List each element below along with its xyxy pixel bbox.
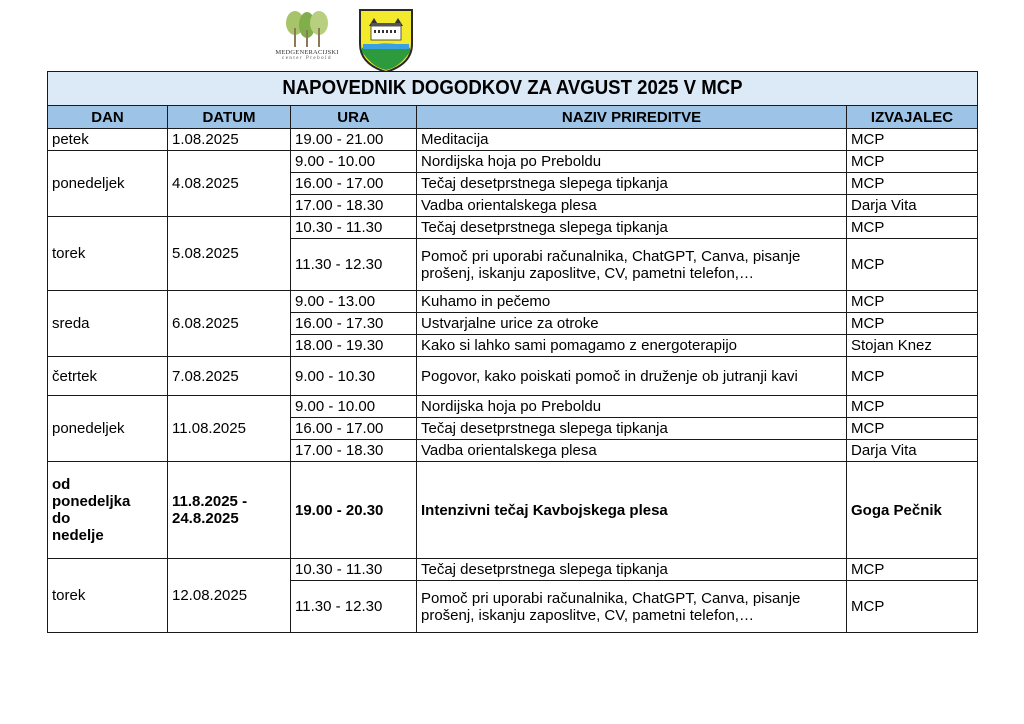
table-row [48, 129, 978, 151]
header-logos [0, 6, 1024, 68]
cell-event-name: Tečaj desetprstnega slepega tipkanja [417, 559, 847, 581]
cell-host: MCP [847, 129, 978, 151]
cell-host: Darja Vita [847, 195, 978, 217]
cell-time: 9.00 - 10.00 [291, 396, 417, 418]
events-table [47, 71, 978, 633]
cell-host: MCP [847, 396, 978, 418]
mcp-logo [262, 10, 352, 68]
cell-event-name: Pomoč pri uporabi računalnika, ChatGPT, Canva, pisanje prošenj, iskanju zaposlitve, CV, pametni telefon,… [417, 239, 847, 291]
cell-date: 1.08.2025 [168, 129, 291, 151]
cell-time: 19.00 - 21.00 [291, 129, 417, 151]
cell-time: 16.00 - 17.00 [291, 418, 417, 440]
table-title-row [48, 72, 978, 106]
cell-event-name: Intenzivni tečaj Kavbojskega plesa [417, 462, 847, 559]
cell-event-name: Meditacija [417, 129, 847, 151]
column-header-dan: DAN [48, 106, 168, 129]
cell-event-name: Tečaj desetprstnega slepega tipkanja [417, 217, 847, 239]
crest-icon [357, 8, 415, 74]
cell-time: 9.00 - 10.30 [291, 357, 417, 396]
logo-text-line1: MEDGENERACIJSKI [275, 49, 339, 56]
cell-date: 4.08.2025 [168, 151, 291, 217]
cell-host: Stojan Knez [847, 335, 978, 357]
logo-text-line2: center Prebold [281, 56, 333, 61]
table-title: NAPOVEDNIK DOGODKOV ZA AVGUST 2025 V MCP [48, 72, 978, 106]
cell-day: od ponedeljka do nedelje [48, 462, 168, 559]
cell-host: MCP [847, 173, 978, 195]
cell-day: petek [48, 129, 168, 151]
cell-time: 10.30 - 11.30 [291, 217, 417, 239]
table-row [48, 462, 978, 559]
cell-date: 7.08.2025 [168, 357, 291, 396]
cell-time: 16.00 - 17.00 [291, 173, 417, 195]
column-header-datum: DATUM [168, 106, 291, 129]
cell-host: MCP [847, 239, 978, 291]
table-row [48, 291, 978, 313]
cell-event-name: Tečaj desetprstnega slepega tipkanja [417, 418, 847, 440]
cell-event-name: Pogovor, kako poiskati pomoč in druženje ob jutranji kavi [417, 357, 847, 396]
column-header-ura: URA [291, 106, 417, 129]
table-row [48, 217, 978, 239]
cell-event-name: Kako si lahko sami pomagamo z energoterapijo [417, 335, 847, 357]
cell-host: MCP [847, 313, 978, 335]
cell-time: 17.00 - 18.30 [291, 440, 417, 462]
trees-icon [284, 10, 330, 48]
column-header-izvajalec: IZVAJALEC [847, 106, 978, 129]
cell-time: 9.00 - 13.00 [291, 291, 417, 313]
cell-time: 9.00 - 10.00 [291, 151, 417, 173]
table-row [48, 357, 978, 396]
table-row [48, 396, 978, 418]
cell-time: 18.00 - 19.30 [291, 335, 417, 357]
cell-host: MCP [847, 581, 978, 633]
cell-event-name: Kuhamo in pečemo [417, 291, 847, 313]
cell-event-name: Tečaj desetprstnega slepega tipkanja [417, 173, 847, 195]
cell-day: četrtek [48, 357, 168, 396]
cell-host: MCP [847, 217, 978, 239]
cell-host: MCP [847, 291, 978, 313]
cell-day: torek [48, 217, 168, 291]
cell-date: 6.08.2025 [168, 291, 291, 357]
cell-time: 11.30 - 12.30 [291, 239, 417, 291]
cell-host: MCP [847, 418, 978, 440]
cell-date: 12.08.2025 [168, 559, 291, 633]
cell-event-name: Vadba orientalskega plesa [417, 440, 847, 462]
cell-host: MCP [847, 357, 978, 396]
cell-event-name: Nordijska hoja po Preboldu [417, 396, 847, 418]
cell-host: Goga Pečnik [847, 462, 978, 559]
cell-event-name: Vadba orientalskega plesa [417, 195, 847, 217]
cell-time: 19.00 - 20.30 [291, 462, 417, 559]
cell-day: ponedeljek [48, 396, 168, 462]
cell-date: 11.08.2025 [168, 396, 291, 462]
cell-host: Darja Vita [847, 440, 978, 462]
cell-event-name: Pomoč pri uporabi računalnika, ChatGPT, Canva, pisanje prošenj, iskanju zaposlitve, CV, pametni telefon,… [417, 581, 847, 633]
cell-host: MCP [847, 151, 978, 173]
cell-day: ponedeljek [48, 151, 168, 217]
cell-date: 11.8.2025 - 24.8.2025 [168, 462, 291, 559]
cell-host: MCP [847, 559, 978, 581]
cell-time: 17.00 - 18.30 [291, 195, 417, 217]
column-header-naziv: NAZIV PRIREDITVE [417, 106, 847, 129]
cell-date: 5.08.2025 [168, 217, 291, 291]
cell-time: 10.30 - 11.30 [291, 559, 417, 581]
cell-event-name: Nordijska hoja po Preboldu [417, 151, 847, 173]
cell-day: torek [48, 559, 168, 633]
cell-day: sreda [48, 291, 168, 357]
cell-event-name: Ustvarjalne urice za otroke [417, 313, 847, 335]
cell-time: 16.00 - 17.30 [291, 313, 417, 335]
cell-time: 11.30 - 12.30 [291, 581, 417, 633]
table-row [48, 559, 978, 581]
table-header-row [48, 106, 978, 129]
table-row [48, 151, 978, 173]
